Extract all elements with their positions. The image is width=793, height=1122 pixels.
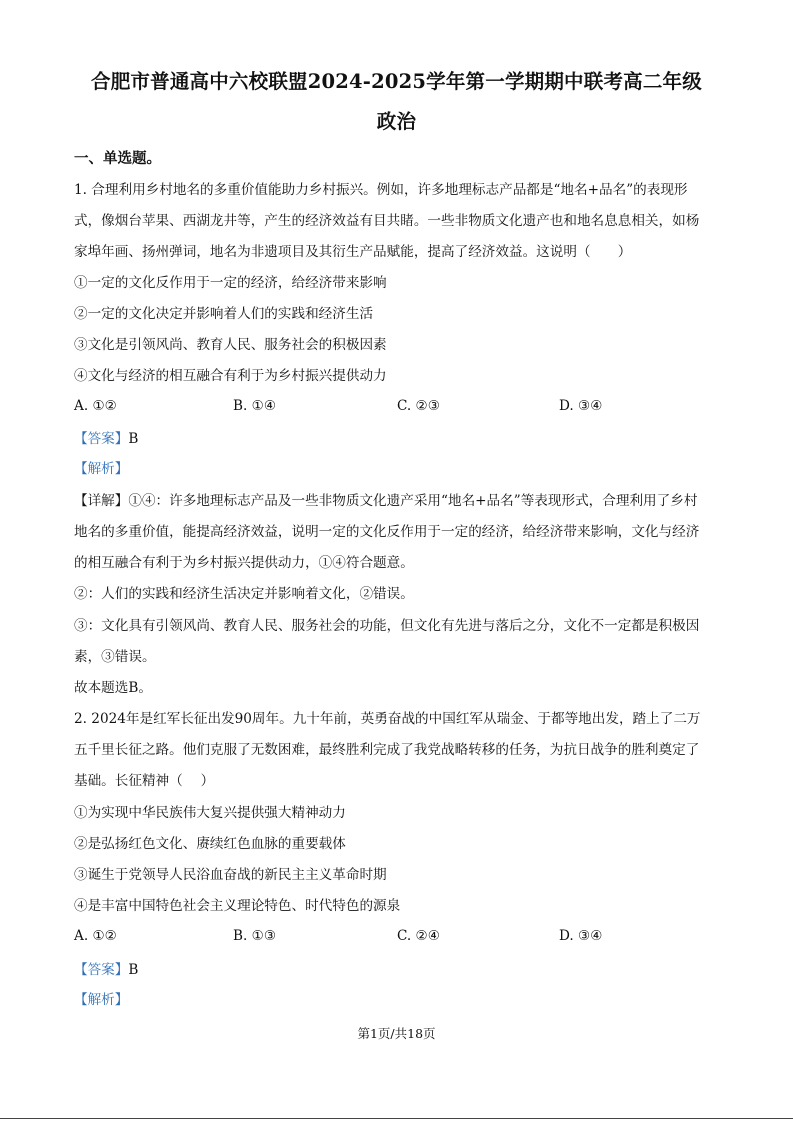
q2-item: ②是弘扬红色文化、赓续红色血脉的重要载体 <box>74 836 346 852</box>
q1-option-c: C. ②③ <box>397 398 440 414</box>
q2-item: ①为实现中华民族伟大复兴提供强大精神动力 <box>74 805 346 821</box>
q1-detail-line: ③：文化具有引领风尚、教育人民、服务社会的功能，但文化有先进与落后之分，文化不一定都是积极因 <box>74 618 700 634</box>
q1-item: ④文化与经济的相互融合有利于为乡村振兴提供动力 <box>74 368 387 384</box>
q2-analysis <box>74 991 128 1009</box>
q1-item: ①一定的文化反作用于一定的经济，给经济带来影响 <box>74 275 387 291</box>
page-footer: 第1页/共18页 <box>357 1026 436 1041</box>
document-title: 合肥市普通高中六校联盟2024-2025学年第一学期期中联考高二年级 <box>91 70 702 93</box>
q1-item: ③文化是引领风尚、教育人民、服务社会的积极因素 <box>74 337 387 353</box>
q1-detail-line: 故本题选B。 <box>74 680 152 696</box>
q1-detail-line: 地名的多重价值，能提高经济效益，说明一定的文化反作用于一定的经济，给经济带来影响，文化与经济 <box>74 524 700 540</box>
q2-answer <box>74 961 138 979</box>
q1-stem-line: 1. 合理利用乡村地名的多重价值能助力乡村振兴。例如，许多地理标志产品都是“地名+品名”的表现形 <box>74 182 688 198</box>
q1-stem-line: 式，像烟台苹果、西湖龙井等，产生的经济效益有目共睹。一些非物质文化遗产也和地名息息相关，如杨 <box>74 213 700 229</box>
bottom-divider <box>0 1118 793 1119</box>
answer-tag: 【答案】 <box>74 431 129 447</box>
q2-options <box>74 928 734 946</box>
q1-item: ②一定的文化决定并影响着人们的实践和经济生活 <box>74 306 374 322</box>
q2-option-d: D. ③④ <box>559 928 603 944</box>
q2-stem-line: 2. 2024年是红军长征出发90周年。九十年前，英勇奋战的中国红军从瑞金、于都等地出发，踏上了二万 <box>74 711 701 727</box>
q2-option-a: A. ①② <box>74 928 117 944</box>
q1-analysis <box>74 460 128 478</box>
q1-detail-line <box>74 492 697 510</box>
q1-option-a: A. ①② <box>74 398 117 414</box>
answer-tag: 【答案】 <box>74 962 129 978</box>
q1-stem-line: 家埠年画、扬州弹词，地名为非遗项目及其衍生产品赋能，提高了经济效益。这说明（ ） <box>74 244 632 260</box>
answer-value: B <box>128 962 139 978</box>
q1-detail-line: 素，③错误。 <box>74 649 156 665</box>
document-subject: 政治 <box>376 110 417 133</box>
analysis-tag: 【解析】 <box>74 992 129 1008</box>
analysis-tag: 【解析】 <box>74 461 129 477</box>
section-heading: 一、单选题。 <box>74 150 161 167</box>
answer-value: B <box>128 431 139 447</box>
detail-text: ①④：许多地理标志产品及一些非物质文化遗产采用“地名+品名”等表现形式，合理利用了乡村 <box>128 493 698 509</box>
q2-option-b: B. ①③ <box>233 928 277 944</box>
detail-tag: 【详解】 <box>74 493 129 509</box>
q1-detail-line: 的相互融合有利于为乡村振兴提供动力，①④符合题意。 <box>74 555 414 571</box>
q2-stem-line: 五千里长征之路。他们克服了无数困难，最终胜利完成了我党战略转移的任务，为抗日战争的胜利奠定了 <box>74 742 700 758</box>
q1-detail-line: ②：人们的实践和经济生活决定并影响着文化，②错误。 <box>74 586 414 602</box>
q2-stem-line: 基础。长征精神（ ） <box>74 773 215 789</box>
q2-item: ③诞生于党领导人民浴血奋战的新民主主义革命时期 <box>74 867 387 883</box>
q1-option-d: D. ③④ <box>559 398 603 414</box>
q2-item: ④是丰富中国特色社会主义理论特色、时代特色的源泉 <box>74 898 401 914</box>
q1-answer <box>74 430 138 448</box>
q1-options <box>74 398 734 416</box>
q1-option-b: B. ①④ <box>233 398 277 414</box>
q2-option-c: C. ②④ <box>397 928 440 944</box>
